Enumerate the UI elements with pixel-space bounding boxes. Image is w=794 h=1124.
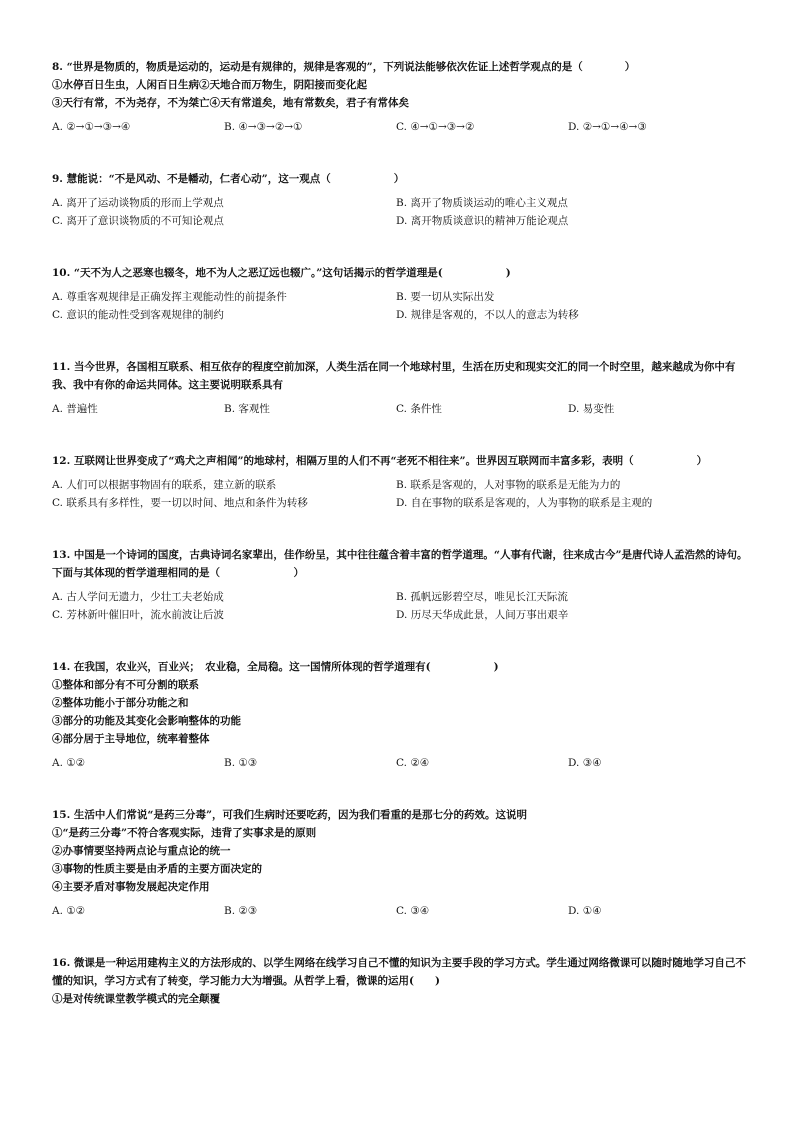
answer-option[interactable]: C. ④→①→③→②: [396, 121, 475, 133]
answer-options: [52, 902, 752, 920]
question-stem: 9. 慧能说：“不是风动、不是幡动，仁者心动”，这一观点（ ）: [52, 173, 405, 185]
answer-option[interactable]: B. ②③: [224, 905, 258, 917]
question-block: [52, 452, 752, 512]
question-block: [52, 546, 752, 624]
answer-option[interactable]: A. 离开了运动谈物质的形而上学观点: [52, 197, 224, 209]
options-row: [52, 194, 752, 212]
answer-option[interactable]: A. ①②: [52, 757, 86, 769]
answer-option[interactable]: A. ②→①→③→④: [52, 121, 131, 133]
question-block: [52, 806, 752, 920]
answer-option[interactable]: D. 离开物质谈意识的精神万能论观点: [396, 215, 569, 227]
question-statement: ②整体功能小于部分功能之和: [52, 697, 189, 709]
answer-option[interactable]: A. 尊重客观规律是正确发挥主观能动性的前提条件: [52, 291, 287, 303]
answer-option[interactable]: A. 古人学问无遗力，少壮工夫老始成: [52, 591, 224, 603]
answer-option[interactable]: C. 意识的能动性受到客观规律的制约: [52, 309, 224, 321]
answer-option[interactable]: D. 规律是客观的，不以人的意志为转移: [396, 309, 579, 321]
question-statement: ①水停百日生虫，人闲百日生病②天地合而万物生，阴阳接而变化起: [52, 79, 367, 91]
options-row: [52, 902, 752, 920]
question-statement: ③天行有常，不为尧存，不为桀亡④天有常道矣，地有常数矣，君子有常体矣: [52, 97, 409, 109]
answer-option[interactable]: A. 普遍性: [52, 403, 98, 415]
options-row: [52, 306, 752, 324]
question-stem: 10. “天不为人之恶寒也辍冬，地不为人之恶辽远也辍广。”这句话揭示的哲学道理是( ): [52, 267, 511, 279]
question-statement: ④主要矛盾对事物发展起决定作用: [52, 881, 210, 893]
exam-page: [52, 58, 752, 1042]
question-block: [52, 658, 752, 772]
answer-option[interactable]: C. 联系具有多样性，要一切以时间、地点和条件为转移: [52, 497, 308, 509]
question-stem: 16. 微课是一种运用建构主义的方法形成的、以学生网络在线学习自己不懂的知识为主要手段的学习方式。学生通过网络微课可以随时随地学习自己不懂的知识，学习方式有了转变，学习能力大为增强。从哲学上看，微课的运用( ): [52, 957, 746, 987]
answer-options: [52, 754, 752, 772]
question-stem: 13. 中国是一个诗词的国度，古典诗词名家辈出，佳作纷呈，其中往往蕴含着丰富的哲学道理。“人事有代谢，往来成古今”是唐代诗人孟浩然的诗句。下面与其体现的哲学道理相同的是（ ）: [52, 549, 748, 579]
question-statement: ③事物的性质主要是由矛盾的主要方面决定的: [52, 863, 262, 875]
answer-option[interactable]: C. 离开了意识谈物质的不可知论观点: [52, 215, 224, 227]
answer-options: [52, 288, 752, 324]
answer-option[interactable]: D. ③④: [568, 757, 602, 769]
question-statement: ①是对传统课堂教学模式的完全颠覆: [52, 993, 220, 1005]
answer-option[interactable]: B. ④→③→②→①: [224, 121, 303, 133]
answer-option[interactable]: C. ②④: [396, 757, 430, 769]
options-row: [52, 118, 752, 136]
question-statement: ①“是药三分毒”不符合客观实际，违背了实事求是的原则: [52, 827, 317, 839]
question-stem: 12. 互联网让世界变成了“鸡犬之声相闻”的地球村，相隔万里的人们不再“老死不相往来”。世界因互联网而丰富多彩，表明（ ）: [52, 455, 708, 467]
options-row: [52, 288, 752, 306]
answer-option[interactable]: B. 联系是客观的，人对事物的联系是无能为力的: [396, 479, 621, 491]
options-row: [52, 494, 752, 512]
options-row: [52, 754, 752, 772]
question-statement: ④部分居于主导地位，统率着整体: [52, 733, 210, 745]
answer-option[interactable]: D. ②→①→④→③: [568, 121, 647, 133]
question-statement: ②办事情要坚持两点论与重点论的统一: [52, 845, 231, 857]
options-row: [52, 606, 752, 624]
question-block: [52, 264, 752, 324]
answer-option[interactable]: A. ①②: [52, 905, 86, 917]
options-row: [52, 588, 752, 606]
question-block: [52, 954, 752, 1008]
answer-option[interactable]: B. 离开了物质谈运动的唯心主义观点: [396, 197, 568, 209]
question-stem: 15. 生活中人们常说“是药三分毒”，可我们生病时还要吃药，因为我们看重的是那七分的药效。这说明: [52, 809, 528, 821]
question-statement: ③部分的功能及其变化会影响整体的功能: [52, 715, 241, 727]
question-block: [52, 170, 752, 230]
answer-option[interactable]: D. 自在事物的联系是客观的，人为事物的联系是主观的: [396, 497, 653, 509]
answer-option[interactable]: D. 历尽天华成此景，人间万事出艰辛: [396, 609, 569, 621]
options-row: [52, 400, 752, 418]
answer-options: [52, 400, 752, 418]
options-row: [52, 212, 752, 230]
answer-option[interactable]: D. ①④: [568, 905, 602, 917]
answer-option[interactable]: B. 孤帆远影碧空尽，唯见长江天际流: [396, 591, 568, 603]
question-stem: 11. 当今世界，各国相互联系、相互依存的程度空前加深，人类生活在同一个地球村里，生活在历史和现实交汇的同一个时空里，越来越成为你中有我、我中有你的命运共同体。这主要说明联系具有: [52, 361, 736, 391]
options-row: [52, 476, 752, 494]
answer-option[interactable]: C. 芳林新叶催旧叶，流水前波让后波: [52, 609, 224, 621]
answer-options: [52, 118, 752, 136]
answer-options: [52, 588, 752, 624]
answer-option[interactable]: D. 易变性: [568, 403, 615, 415]
answer-option[interactable]: A. 人们可以根据事物固有的联系，建立新的联系: [52, 479, 277, 491]
answer-option[interactable]: B. ①③: [224, 757, 258, 769]
answer-option[interactable]: C. ③④: [396, 905, 430, 917]
question-block: [52, 358, 752, 418]
question-stem: 8. “世界是物质的，物质是运动的，运动是有规律的，规律是客观的”，下列说法能够依次佐证上述哲学观点的是（ ）: [52, 61, 636, 73]
answer-option[interactable]: C. 条件性: [396, 403, 442, 415]
question-stem: 14. 在我国，农业兴，百业兴； 农业稳，全局稳。这一国情所体现的哲学道理有( ): [52, 661, 499, 673]
answer-option[interactable]: B. 客观性: [224, 403, 270, 415]
question-statement: ①整体和部分有不可分割的联系: [52, 679, 199, 691]
answer-options: [52, 194, 752, 230]
answer-option[interactable]: B. 要一切从实际出发: [396, 291, 495, 303]
answer-options: [52, 476, 752, 512]
question-block: [52, 58, 752, 136]
